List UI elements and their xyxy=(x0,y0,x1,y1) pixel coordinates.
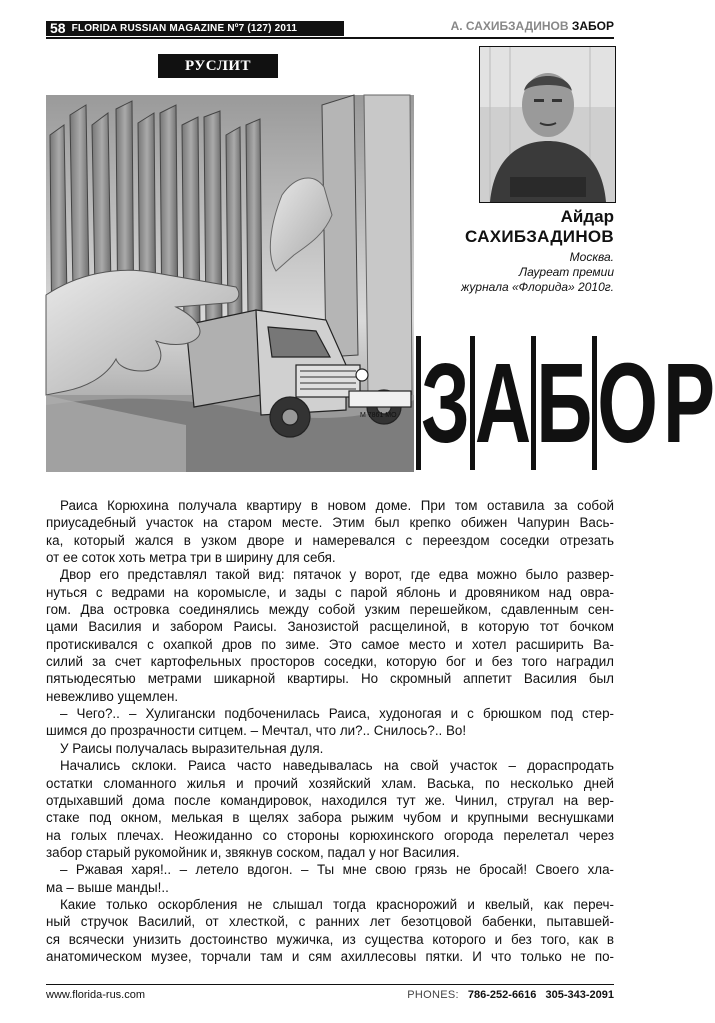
website-link[interactable]: www.florida-rus.com xyxy=(46,989,146,1001)
body-line: от ее соток хоть метра три в ширину для себя. xyxy=(46,550,336,566)
body-line: нуться с ведрами на коромысле, и зады с парой яблонь и дровяником над овра- xyxy=(46,584,614,600)
page-number: 58 xyxy=(46,21,72,36)
footer-phones xyxy=(407,989,614,1001)
illustration-collage xyxy=(46,95,414,472)
body-line: – Ржавая харя!.. – летело вдогон. – Ты мне свою грязь не бросай! Своего хла- xyxy=(60,862,614,878)
right-plank xyxy=(322,95,358,357)
magazine-name: FLORIDA RUSSIAN MAGAZINE Nº7 (127) 2011 xyxy=(71,23,298,34)
body-line: Раиса Корюхина получала квартиру в новом доме. При том оставила за собой xyxy=(60,498,614,513)
author-last-name: САХИБЗАДИНОВ xyxy=(465,227,614,246)
body-line: на голых плечах. Неожиданно со стороны корюхинского огорода перелетал через xyxy=(46,827,614,843)
body-line: остатки сломанного жилья и прочий хозяйский хлам. Васька, по несколько дней xyxy=(46,775,614,791)
author-first-name: Айдар xyxy=(560,207,614,226)
phone-2: 305-343-2091 xyxy=(545,989,614,1001)
story-title xyxy=(416,336,715,470)
phones-label: PHONES: xyxy=(407,989,459,1001)
body-line: приусадебный участок на старом месте. Этим был крепко обижен Чапурин Вась- xyxy=(46,515,614,531)
body-line: ма – выше манды!.. xyxy=(46,879,169,895)
body-line: протискивался с охапкой дров по зиме. Это самое место и хотел расширить Ва- xyxy=(46,636,614,652)
body-line: ся всячески унизить достоинство мужичка, из существа которого и без того, как в xyxy=(46,931,614,947)
body-line: Двор его представлял такой вид: пятачок у ворот, где едва можно было развер- xyxy=(60,567,614,583)
body-line: гом. Два островка соединялись между собой узким перешейком, сдавленным сен- xyxy=(46,602,614,618)
author-photo xyxy=(479,46,616,203)
header-bar xyxy=(46,21,344,36)
body-line: отдыхавший дома после командировок, находился тут же. Чинил, стругал на вер- xyxy=(46,792,614,808)
body-line: цами Василия и забором Раисы. Занозистой расщелиной, в которую тот бочком xyxy=(46,619,614,635)
body-line: Какие только оскорбления не слышал тогда краснорожий и квелый, как переч- xyxy=(60,896,614,912)
body-line: – Чего?.. – Хулигански подбоченилась Раиса, худоногая и с брюшком под стер- xyxy=(60,706,614,722)
fence-truck-illustration xyxy=(46,95,414,472)
title-letter: А xyxy=(475,312,531,495)
body-line: силий за счет картофельных просторов соседки, которую бог и без того наградил xyxy=(46,654,614,670)
author-city: Москва. xyxy=(569,250,614,264)
body-line: стаке под окном, мелькая в щелях забора рыжим чубом и крупными веснушками xyxy=(46,810,614,826)
body-line: забор старый рукомойник и, звякнув соском, падал у ног Василия. xyxy=(46,844,460,860)
body-line: пятьюдесятью метрами шикарной квартиры. Но скромный аппетит Василия был xyxy=(46,671,614,687)
title-letter: Р xyxy=(663,312,715,495)
running-head-author: А. САХИБЗАДИНОВ xyxy=(450,19,569,33)
title-letter: Б xyxy=(536,312,592,495)
body-line: шимся до прозрачности ситцем. – Мечтал, что ли?.. Снилось?.. Во! xyxy=(46,723,467,739)
running-head xyxy=(451,19,614,33)
body-line: ка, который жался в узком дворе и намеревался с переездом соседки отрезать xyxy=(46,532,614,548)
body-line: Начались склоки. Раиса часто наведывалась на свой участок – дораспродать xyxy=(60,758,614,774)
header-rule xyxy=(46,37,614,39)
title-letter: З xyxy=(421,312,470,495)
story-body xyxy=(46,497,614,965)
author-info xyxy=(461,207,614,295)
footer-rule xyxy=(46,984,614,985)
author-award-line2: журнала «Флорида» 2010г. xyxy=(461,280,614,294)
section-badge: РУСЛИТ xyxy=(158,54,278,78)
body-line: У Раисы получалась выразительная дуля. xyxy=(60,740,324,756)
title-letter: О xyxy=(597,312,658,495)
body-line: анатомическом музее, торчали там и сям ахиллесовы пятки. И что только не по- xyxy=(46,948,614,964)
truck-plate: М 7861 МО xyxy=(360,412,397,419)
phone-1: 786-252-6616 xyxy=(467,989,537,1001)
body-line: невежливо ущемлен. xyxy=(46,688,179,704)
body-line: ный стручок Василий, от хлесткой, с ранних лет безотцовой бабенки, пытавшей- xyxy=(46,914,614,930)
running-head-title: ЗАБОР xyxy=(571,19,614,33)
author-award-line1: Лауреат премии xyxy=(518,265,614,279)
